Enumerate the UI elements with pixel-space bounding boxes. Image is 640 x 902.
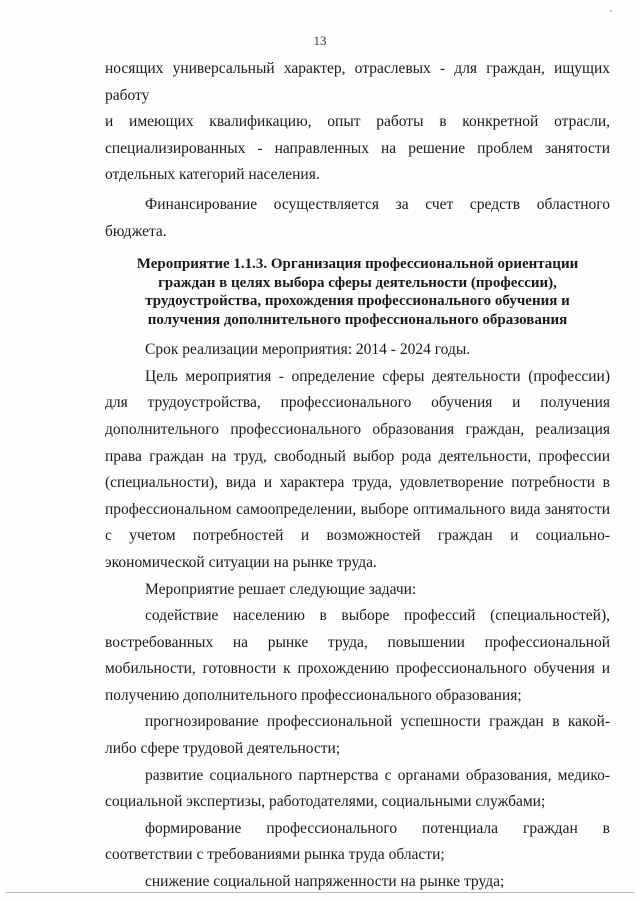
intro-line-2: и имеющих квалификацию, опыт работы в конкретной отрасли, — [105, 113, 610, 131]
financing-paragraph: Финансирование осуществляется за счет средств областного бюджета. — [105, 195, 610, 240]
section-heading: Мероприятие 1.1.3. Организация профессиональной ориентации граждан в целях выбора сферы деятельности (профессии), трудоустройства, прохождения профессионального обучения и получения дополнительного профессионального образования — [136, 256, 579, 328]
page-number: 13 — [313, 33, 327, 48]
intro-line-1: носящих универсальный характер, отраслевых - для граждан, ищущих работу — [105, 60, 610, 104]
scan-speck — [610, 10, 612, 12]
goal-paragraph: Цель мероприятия - определение сферы деятельности (профессии) для трудоустройства, профессионального обучения и получения дополнительного профессионального образования граждан, реализация права граждан на труд, свободный выбор рода деятельности, профессии (специальности), вида и характера труда, удовлетворение потребности в профессиональном самоопределении, выборе оптимального вида занятости с учетом потребностей и возможностей граждан и социально-экономической ситуации на рынке труда. — [105, 367, 610, 571]
task-item-5: снижение социальной напряженности на рынке труда; — [145, 873, 505, 891]
task-item-1: содействие населению в выборе профессий (специальностей), востребованных на рынке труда, повышении профессиональной мобильности, готовности к прохождению профессионального обучения и получению дополнительного профессионального образования; — [105, 607, 610, 704]
document-body — [105, 56, 610, 896]
task-item-2: прогнозирование профессиональной успешности граждан в какой-либо сфере трудовой деятельности; — [105, 713, 610, 758]
task-item-3: развитие социального партнерства с органами образования, медико-социальной экспертизы, работодателями, социальными службами; — [105, 766, 610, 811]
task-item-4: формирование профессионального потенциала граждан в соответствии с требованиями рынка труда области; — [105, 819, 610, 864]
intro-line-4: отдельных категорий населения. — [105, 166, 320, 184]
scan-bottom-edge — [6, 892, 634, 893]
term-paragraph: Срок реализации мероприятия: 2014 - 2024 годы. — [145, 341, 471, 359]
intro-line-3: специализированных - направленных на решение проблем занятости — [105, 139, 610, 157]
tasks-intro-paragraph: Мероприятие решает следующие задачи: — [145, 580, 417, 598]
